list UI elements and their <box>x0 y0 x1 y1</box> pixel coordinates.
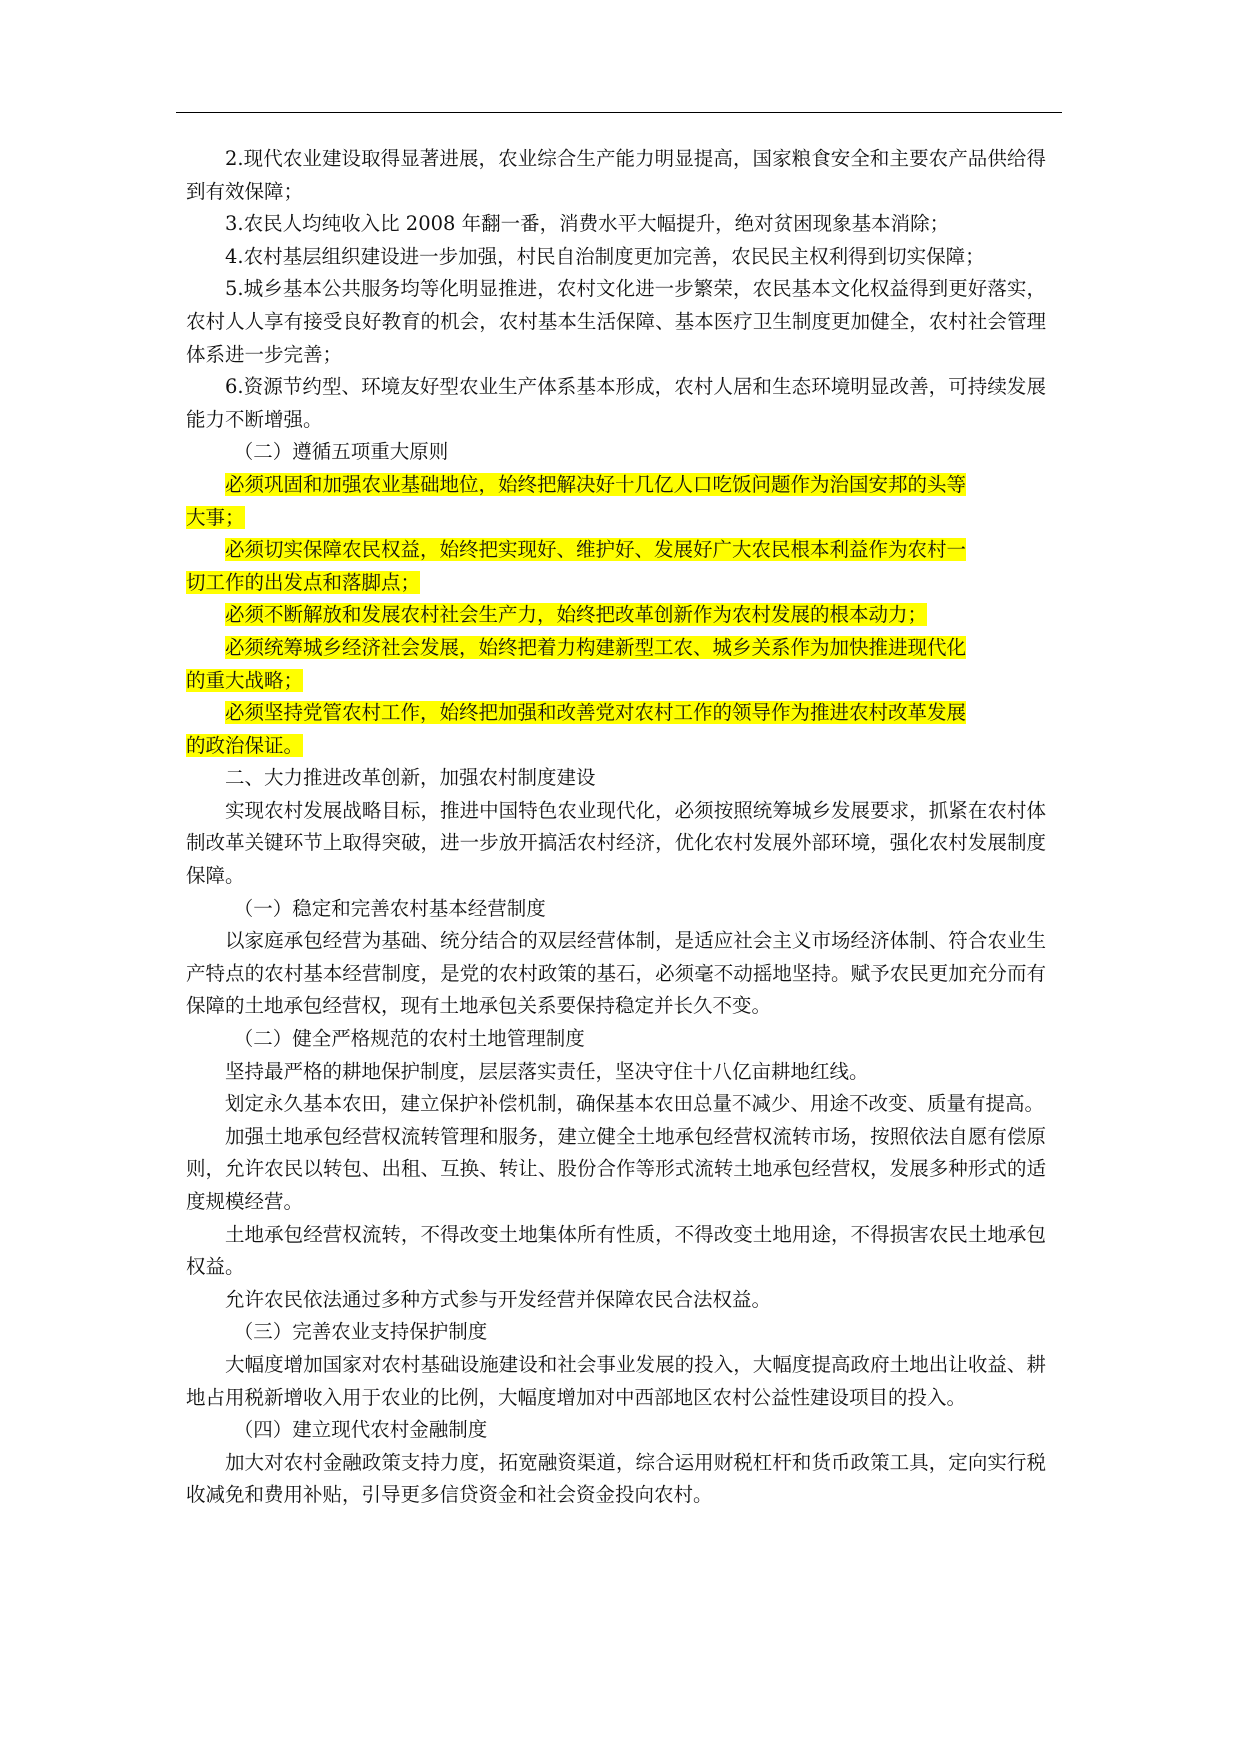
paragraph: 6.资源节约型、环境友好型农业生产体系基本形成，农村人居和生态环境明显改善，可持续发展能力不断增强。 <box>186 375 1046 431</box>
highlighted-line: 切工作的出发点和落脚点； <box>186 570 421 594</box>
paragraph: 大幅度增加国家对农村基础设施建设和社会事业发展的投入，大幅度提高政府土地出让收益、耕地占用税新增收入用于农业的比例，大幅度增加对中西部地区农村公益性建设项目的投入。 <box>186 1352 1046 1409</box>
paragraph: 实现农村发展战略目标，推进中国特色农业现代化，必须按照统筹城乡发展要求，抓紧在农村体制改革关键环节上取得突破，进一步放开搞活农村经济，优化农村发展外部环境，强化农村发展制度保障。 <box>186 798 1046 888</box>
highlighted-line: 必须不断解放和发展农村社会生产力，始终把改革创新作为农村发展的根本动力； <box>225 603 928 627</box>
highlighted-line: 必须切实保障农民权益，始终把实现好、维护好、发展好广大农民根本利益作为农村一 <box>225 538 967 562</box>
highlighted-principle <box>186 632 1046 697</box>
paragraph: 坚持最严格的耕地保护制度，层层落实责任，坚决守住十八亿亩耕地红线。 <box>225 1059 869 1083</box>
paragraph: 4.农村基层组织建设进一步加强，村民自治制度更加完善，农民民主权利得到切实保障； <box>225 244 985 268</box>
paragraph: 加强土地承包经营权流转管理和服务，建立健全土地承包经营权流转市场，按照依法自愿有偿原则，允许农民以转包、出租、互换、转让、股份合作等形式流转土地承包经营权，发展多种形式的适度规模经营。 <box>186 1124 1046 1213</box>
section-subheading: （二）健全严格规范的农村土地管理制度 <box>233 1027 585 1051</box>
paragraph: 划定永久基本农田，建立保护补偿机制，确保基本农田总量不减少、用途不改变、质量有提高。 <box>225 1092 1045 1116</box>
header-rule <box>176 112 1062 113</box>
section-subheading: （四）建立现代农村金融制度 <box>233 1418 488 1442</box>
paragraph: 2.现代农业建设取得显著进展，农业综合生产能力明显提高，国家粮食安全和主要农产品供给得到有效保障； <box>186 147 1046 203</box>
highlighted-line: 必须巩固和加强农业基础地位，始终把解决好十几亿人口吃饭问题作为治国安邦的头等 <box>225 472 967 496</box>
section-subheading: （三）完善农业支持保护制度 <box>233 1320 488 1344</box>
highlighted-principle <box>186 534 1046 599</box>
highlighted-line: 大事； <box>186 505 245 529</box>
section-subheading: （二）遵循五项重大原则 <box>233 440 449 464</box>
paragraph: 3.农民人均纯收入比 2008 年翻一番，消费水平大幅提升，绝对贫困现象基本消除； <box>225 212 950 236</box>
paragraph: 加大对农村金融政策支持力度，拓宽融资渠道，综合运用财税杠杆和货币政策工具，定向实行税收减免和费用补贴，引导更多信贷资金和社会资金投向农村。 <box>186 1450 1046 1507</box>
section-heading: 二、大力推进改革创新，加强农村制度建设 <box>225 766 596 790</box>
highlighted-principle <box>186 469 1046 534</box>
document-body <box>186 143 1046 1512</box>
highlighted-line: 的政治保证。 <box>186 733 304 757</box>
section-subheading: （一）稳定和完善农村基本经营制度 <box>233 896 546 920</box>
highlighted-principle <box>186 599 1046 632</box>
paragraph: 土地承包经营权流转，不得改变土地集体所有性质，不得改变土地用途，不得损害农民土地承包权益。 <box>186 1222 1046 1279</box>
highlighted-line: 必须统筹城乡经济社会发展，始终把着力构建新型工农、城乡关系作为加快推进现代化 <box>225 635 967 659</box>
highlighted-principle <box>186 697 1046 762</box>
paragraph: 以家庭承包经营为基础、统分结合的双层经营体制，是适应社会主义市场经济体制、符合农业生产特点的农村基本经营制度，是党的农村政策的基石，必须毫不动摇地坚持。赋予农民更加充分而有保障的土地承包经营权，现有土地承包关系要保持稳定并长久不变。 <box>186 929 1046 1018</box>
highlighted-line: 的重大战略； <box>186 668 304 692</box>
paragraph: 允许农民依法通过多种方式参与开发经营并保障农民合法权益。 <box>225 1287 772 1311</box>
paragraph: 5.城乡基本公共服务均等化明显推进，农村文化进一步繁荣，农民基本文化权益得到更好落实，农村人人享有接受良好教育的机会，农村基本生活保障、基本医疗卫生制度更加健全，农村社会管理体系进一步完善； <box>186 277 1046 366</box>
highlighted-line: 必须坚持党管农村工作，始终把加强和改善党对农村工作的领导作为推进农村改革发展 <box>225 701 967 725</box>
